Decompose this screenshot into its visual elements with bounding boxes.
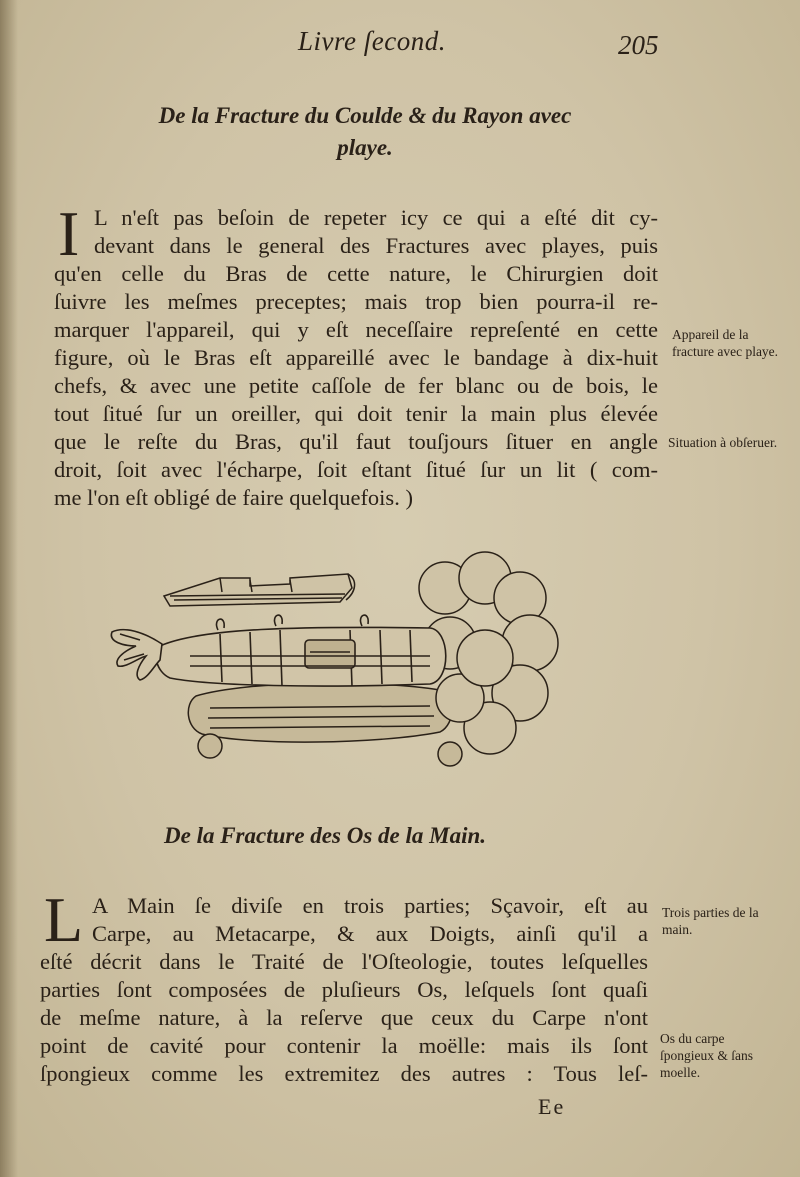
text-line: qu'en celle du Bras de cette nature, le Chirurgien doit [54, 261, 658, 286]
text-line: eſté décrit dans le Traité de l'Oſteologie, toutes leſquelles [40, 949, 648, 974]
margin-note-appareil: Appareil de la fracture avec playe. [672, 327, 779, 359]
text-line: marquer l'appareil, qui y eſt neceſſaire repreſenté en cette [54, 317, 658, 342]
text-line: tout ſitué ſur un oreiller, qui doit tenir la main plus élevée [54, 401, 658, 426]
text-line: Carpe, au Metacarpe, & aux Doigts, ainſi qu'il a [92, 921, 648, 946]
running-head: Livre ſecond. [298, 26, 446, 56]
text-line: que le reſte du Bras, qu'il faut touſjours ſituer en angle [54, 429, 658, 454]
text-line: figure, où le Bras eſt appareillé avec le bandage à dix-huit [54, 345, 658, 370]
margin-note-trois-parties: Trois parties de la main. [662, 905, 759, 937]
paragraph-fracture-coude [54, 198, 658, 512]
section-title-fracture-coude [100, 100, 630, 164]
pillow-image [188, 683, 462, 766]
woodcut-bandaged-arm-illustration [100, 548, 570, 788]
paragraph-fracture-main [40, 884, 648, 1088]
margin-note-os-du-carpe: Os du carpe ſpongieux & ſans moelle. [660, 1031, 753, 1080]
section-title-line: De la Fracture du Coulde & du Rayon avec [158, 103, 572, 128]
page-number: 205 [618, 30, 659, 60]
bandaged-arm-image [156, 615, 446, 686]
text-line: me l'on eſt obligé de faire quelquefois. ) [54, 485, 413, 510]
text-line: droit, ſoit avec l'écharpe, ſoit eſtant ſitué ſur un lit ( com- [54, 457, 658, 482]
section-title-line: playe. [337, 135, 393, 160]
drop-cap: L [44, 884, 84, 955]
text-line: point de cavité pour contenir la moëlle: mais ils ſont [40, 1033, 648, 1058]
text-line: L n'eſt pas beſoin de repeter icy ce qui a eſté dit cy- [94, 205, 658, 230]
signature-mark: Ee [538, 1094, 566, 1119]
section-title-fracture-main: De la Fracture des Os de la Main. [164, 823, 486, 848]
text-line: ſuivre les meſmes preceptes; mais trop bien pourra-il re- [54, 289, 658, 314]
splint-board-image [164, 574, 355, 606]
hand-image [111, 630, 162, 680]
text-line: devant dans le general des Fractures avec playes, puis [94, 233, 658, 258]
margin-note-situation: Situation à obſeruer. [668, 435, 778, 450]
text-line: parties ſont composées de pluſieurs Os, leſquels ſont quaſi [40, 977, 648, 1002]
text-line: ſpongieux comme les extremitez des autres : Tous leſ- [40, 1061, 648, 1086]
page-gutter-shadow [0, 0, 18, 1177]
text-line: A Main ſe diviſe en trois parties; Sçavoir, eſt au [92, 893, 648, 918]
text-line: de meſme nature, à la reſerve que ceux du Carpe n'ont [40, 1005, 648, 1030]
drop-cap: I [58, 198, 80, 269]
text-line: chefs, & avec une petite caſſole de fer blanc ou de bois, le [54, 373, 658, 398]
